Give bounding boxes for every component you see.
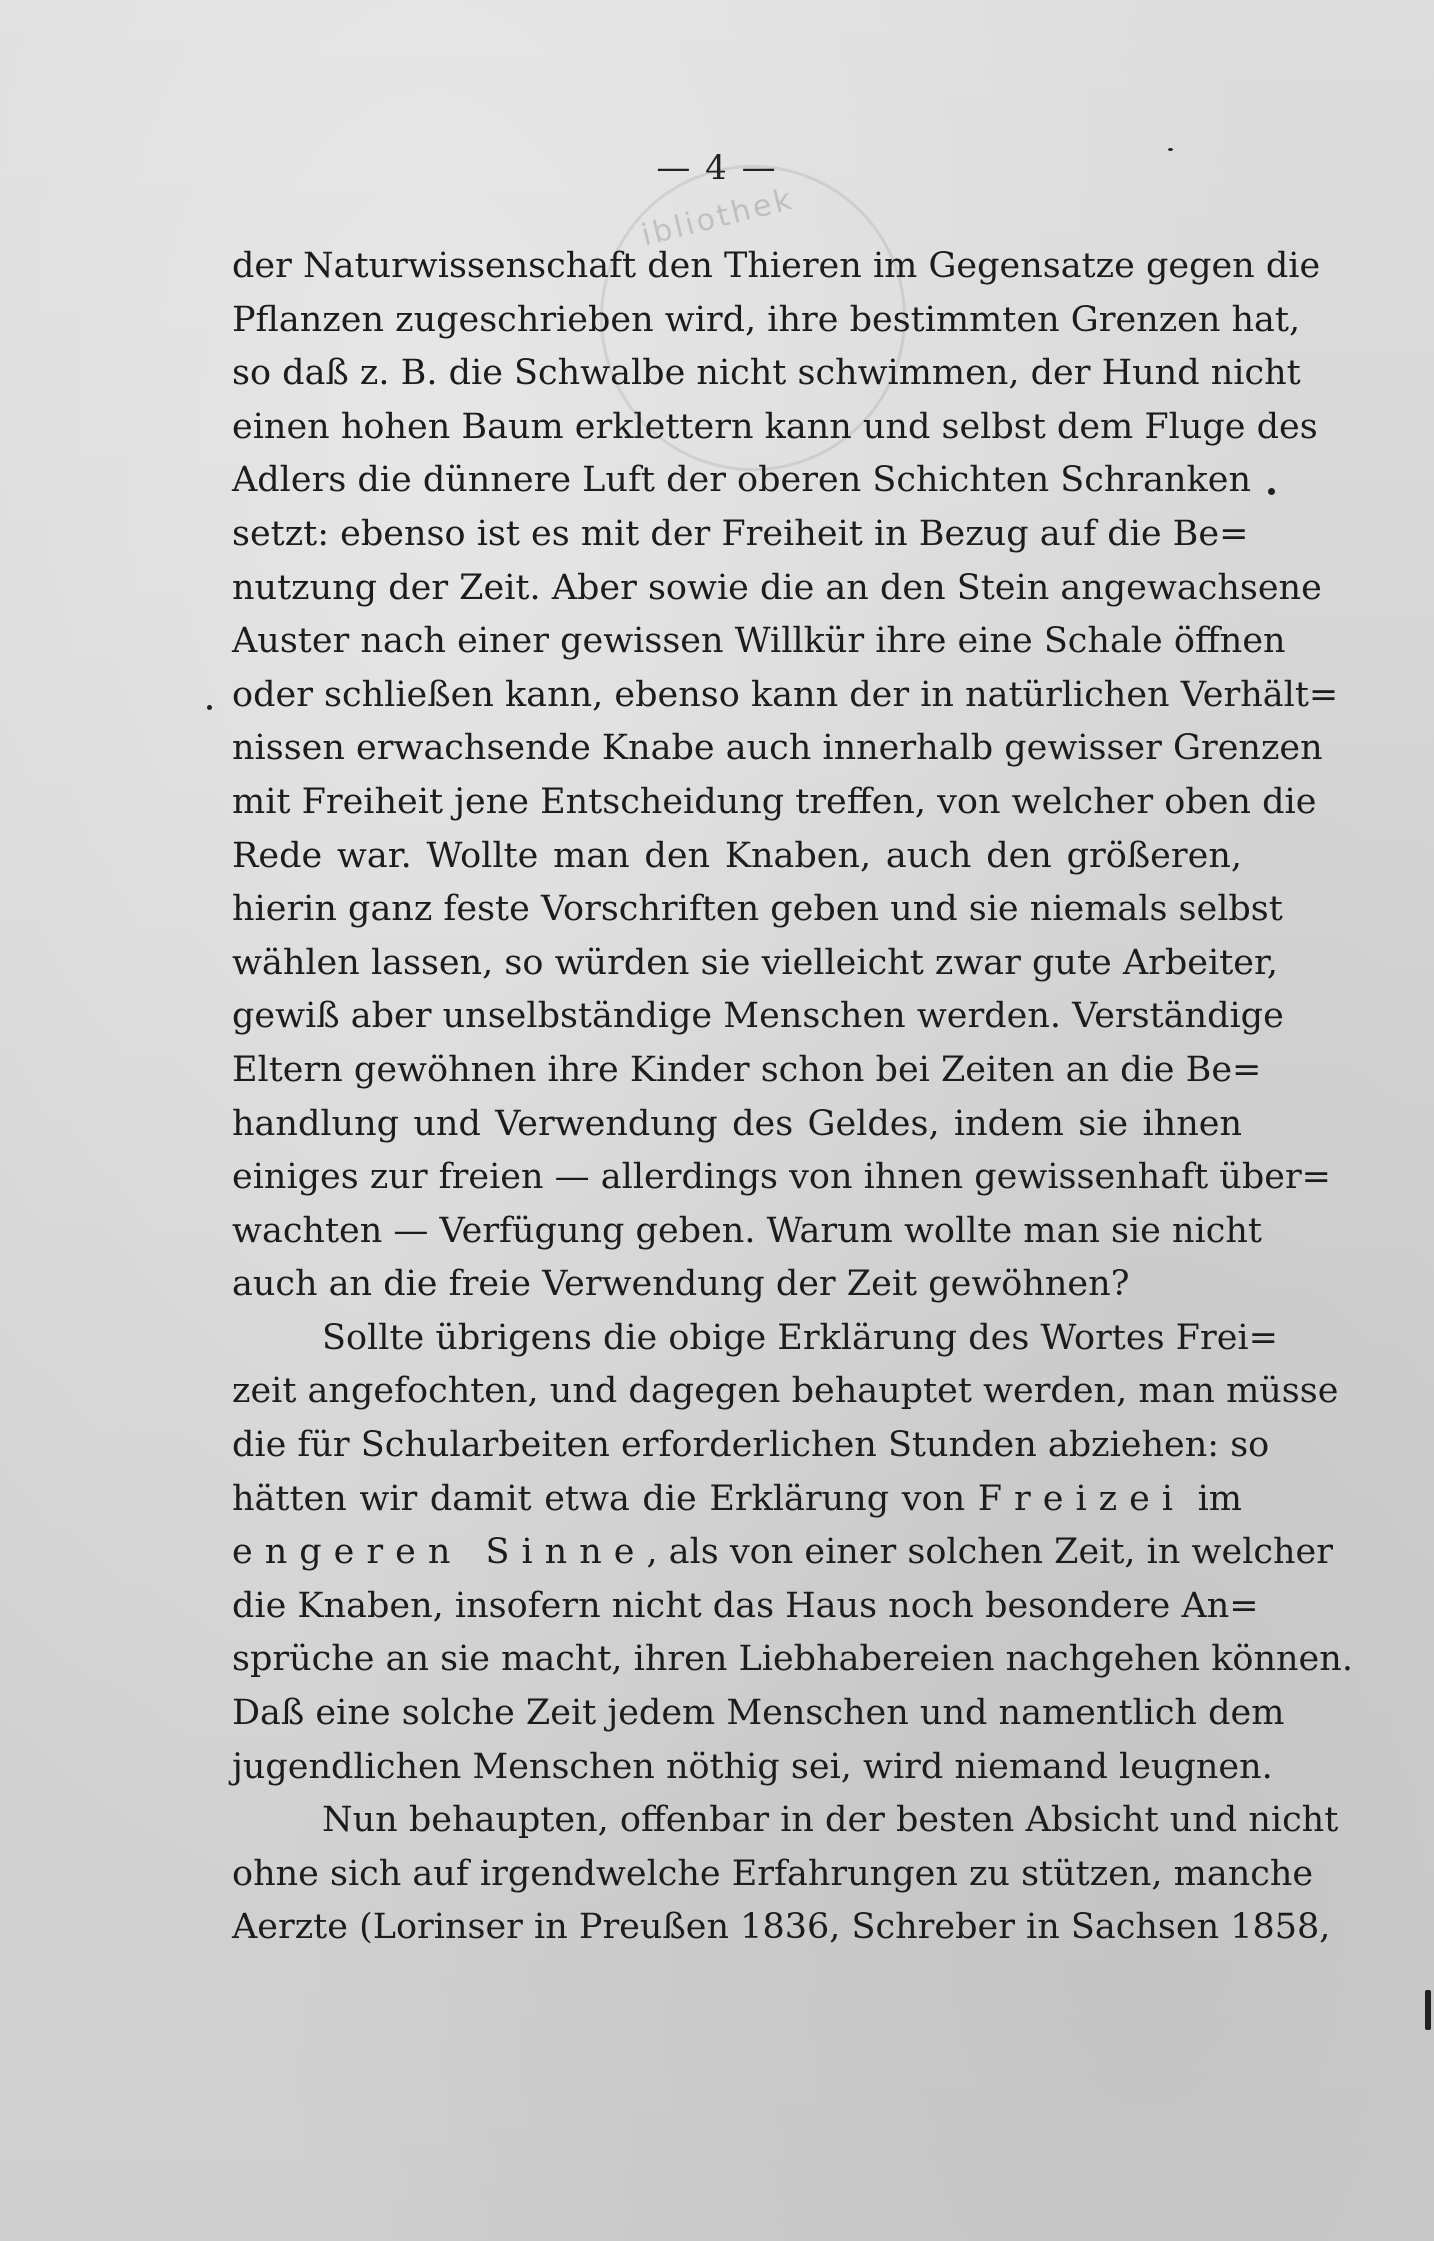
text-segment: hätten wir damit etwa die Erklärung von	[232, 1478, 978, 1519]
text-line: oder schließen kann, ebenso kann der in natürlichen Verhält=	[232, 674, 1339, 715]
text-line: Rede war. Wollte man den Knaben, auch den größeren,	[232, 835, 1242, 876]
library-stamp-text: ibliothek	[638, 181, 798, 254]
text-line: Adlers die dünnere Luft der oberen Schichten Schranken	[232, 460, 1251, 501]
text-line: nissen erwachsende Knabe auch innerhalb gewisser Grenzen	[232, 728, 1323, 769]
text-line: der Naturwissenschaft den Thieren im Gegensatze gegen die	[232, 246, 1321, 286]
text-line: handlung und Verwendung des Geldes, indem sie ihnen	[232, 1103, 1242, 1144]
text-line: wachten — Verfügung geben. Warum wollte man sie nicht	[232, 1210, 1262, 1251]
text-line: Aerzte (Lorinser in Preußen 1836, Schreber in Sachsen 1858,	[232, 1907, 1331, 1948]
text-line: jugendlichen Menschen nöthig sei, wird niemand leugnen.	[232, 1746, 1273, 1787]
text-line: hierin ganz feste Vorschriften geben und sie niemals selbst	[232, 889, 1283, 930]
text-line-paragraph-start: Sollte übrigens die obige Erklärung des Wortes Frei=	[322, 1317, 1278, 1358]
text-line: Daß eine solche Zeit jedem Menschen und namentlich dem	[232, 1693, 1285, 1734]
text-line: auch an die freie Verwendung der Zeit gewöhnen?	[232, 1264, 1130, 1305]
text-line: nutzung der Zeit. Aber sowie die an den Stein angewachsene	[232, 567, 1322, 608]
print-speck	[1268, 488, 1275, 495]
text-line: so daß z. B. die Schwalbe nicht schwimmen, der Hund nicht	[232, 353, 1301, 394]
text-line: mit Freiheit jene Entscheidung treffen, von welcher oben die	[232, 781, 1317, 822]
print-speck	[1425, 1990, 1431, 2030]
text-line: ohne sich auf irgendwelche Erfahrungen zu stützen, manche	[232, 1853, 1314, 1894]
text-line	[232, 1526, 1333, 1580]
emphasized-term: engeren Sinne	[232, 1532, 647, 1573]
text-line: Pflanzen zugeschrieben wird, ihre bestimmten Grenzen hat,	[232, 299, 1301, 340]
text-line: die Knaben, insofern nicht das Haus noch besondere An=	[232, 1585, 1259, 1626]
emphasized-term: Freizei	[977, 1478, 1185, 1519]
text-line: die für Schularbeiten erforderlichen Stunden abziehen: so	[232, 1425, 1270, 1466]
body-text	[232, 240, 1353, 1955]
text-line-paragraph-start: Nun behaupten, offenbar in der besten Absicht und nicht	[322, 1800, 1339, 1841]
text-line: sprüche an sie macht, ihren Liebhabereien nachgehen können.	[232, 1639, 1353, 1680]
text-segment: , als von einer solchen Zeit, in welcher	[646, 1532, 1333, 1573]
text-line: einen hohen Baum erklettern kann und selbst dem Fluge des	[232, 406, 1318, 447]
text-line: zeit angefochten, und dagegen behauptet werden, man müsse	[232, 1371, 1339, 1412]
text-line: einiges zur freien — allerdings von ihnen gewissenhaft über=	[232, 1157, 1331, 1198]
text-segment: im	[1185, 1478, 1242, 1519]
text-line	[232, 1473, 1242, 1527]
text-line: Eltern gewöhnen ihre Kinder schon bei Zeiten an die Be=	[232, 1049, 1262, 1090]
text-line: Auster nach einer gewissen Willkür ihre eine Schale öffnen	[232, 621, 1286, 662]
text-line: wählen lassen, so würden sie vielleicht zwar gute Arbeiter,	[232, 942, 1278, 983]
print-speck	[207, 705, 212, 710]
text-line: setzt: ebenso ist es mit der Freiheit in Bezug auf die Be=	[232, 513, 1249, 554]
page-number: — 4 —	[656, 148, 778, 188]
text-line: gewiß aber unselbständige Menschen werden. Verständige	[232, 996, 1284, 1037]
